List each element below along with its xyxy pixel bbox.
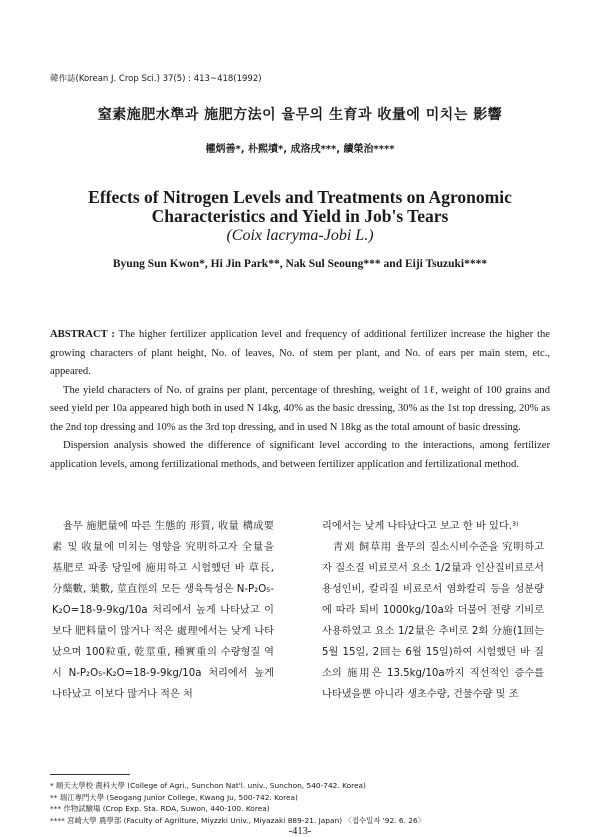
english-title (0, 188, 600, 245)
affiliation-footnotes (50, 780, 425, 826)
abstract-paragraph-2: The yield characters of No. of grains per plant, percentage of threshing, weight of 1ℓ, weight of 100 grains and seed yield per 10a appeared high both in used N 14kg, 40% as the basic dressing, 30% as the 1st top dressing, 20% as the 2nd top dressing and 10% as the 3rd top dressing, and in used N 18kg as the total amount of basic dressing. (50, 384, 550, 433)
journal-citation: 韓作誌(Korean J. Crop Sci.) 37(5) : 413~418(1992) (50, 74, 262, 84)
english-title-line2: Characteristics and Yield in Job's Tears (151, 206, 449, 226)
english-authors: Byung Sun Kwon*, Hi Jin Park**, Nak Sul Seoung*** and Eiji Tsuzuki**** (112, 258, 488, 270)
body-paragraph: 율무 施肥量에 따른 生態的 形質, 收量 構成要素 및 收量에 미치는 영향을 究明하고자 全量을 基肥로 파종 당일에 施用하고 시험했던 바 草長, 分蘖數, 葉數, 莖直徑의 모든 생육특성은 N-P₂O₅-K₂O=18-9-9kg/10a 처리에서 높게 나타났고 이보다 肥料量이 많거나 적은 處理에서는 낮게 나타났으며 100粒重, 乾莖重, 種實重의 수량형질 역시 N-P₂O₅-K₂O=18-9-9kg/10a 처리에서 높게 나타났고 이보다 많거나 적은 처 (52, 521, 274, 700)
footnote-4: **** 宮崎大學 農學部 (Faculty of Agrilture, Miyzzki Univ., Miyazaki 889-21. Japan) 〈접수일자 '92. 6. 26〉 (50, 815, 426, 825)
body-paragraph: 靑刈 飼草用 율무의 질소시비수준을 究明하고자 질소질 비료로서 요소 1/2量과 인산질비료로서 용성인비, 칼리질 비료로서 염화칼리 등을 성분량에 따라 퇴비 1000kg/10a와 더불어 전량 기비로 사용하였고 요소 1/2量은 추비로 2회 分施(1回는 5월 15일, 2回는 6월 15일)하여 시험했던 바 질소의 施用은 13.5kg/10a까지 직선적인 증수를 나타냈을뿐 아니라 생초수량, 건물수량 및 조 (322, 542, 544, 700)
body-column-left (52, 516, 274, 705)
korean-title: 窒素施肥水準과 施肥方法이 율무의 生育과 收量에 미치는 影響 (97, 107, 503, 123)
footnote-1: * 順天大學校 農科大學 (College of Agri., Sunchon Nat'l. univ., Sunchon, 540-742. Korea) (50, 781, 366, 790)
abstract-paragraph-1 (50, 326, 550, 382)
abstract (50, 326, 550, 474)
body-paragraph-continued: 리에서는 낮게 나타났다고 보고 한 바 있다.³⁾ (322, 521, 519, 532)
abstract-label: ABSTRACT : (50, 329, 115, 340)
korean-authors: 權炳善*, 朴熙墳*, 成洛戌***, 續榮治**** (205, 144, 395, 155)
species-name: (Coix lacryma-Jobi L.) (226, 227, 374, 244)
footnote-2: ** 瑞江專門大學 (Seogang Junior College, Kwang Ju, 500-742. Korea) (50, 792, 298, 802)
footnote-3: *** 作物試驗場 (Crop Exp. Sta. RDA, Suwon, 440-100. Korea) (50, 804, 270, 813)
abstract-text-1: The higher fertilizer application level and frequency of additional fertilizer increase the higher the growing characters of plant height, No. of leaves, No. of stem per plant, and No. of ears per main stem, etc., appeared. (50, 329, 550, 377)
footnote-divider (50, 774, 130, 775)
abstract-paragraph-3: Dispersion analysis showed the difference of significant level according to the interactions, among fertilizer application levels, among fertilizational methods, and between fertilizer application and fertilizational method. (50, 440, 550, 470)
body-column-right (322, 516, 544, 705)
english-title-line1: Effects of Nitrogen Levels and Treatments on Agronomic (88, 187, 512, 207)
page-number: -413- (288, 826, 312, 837)
